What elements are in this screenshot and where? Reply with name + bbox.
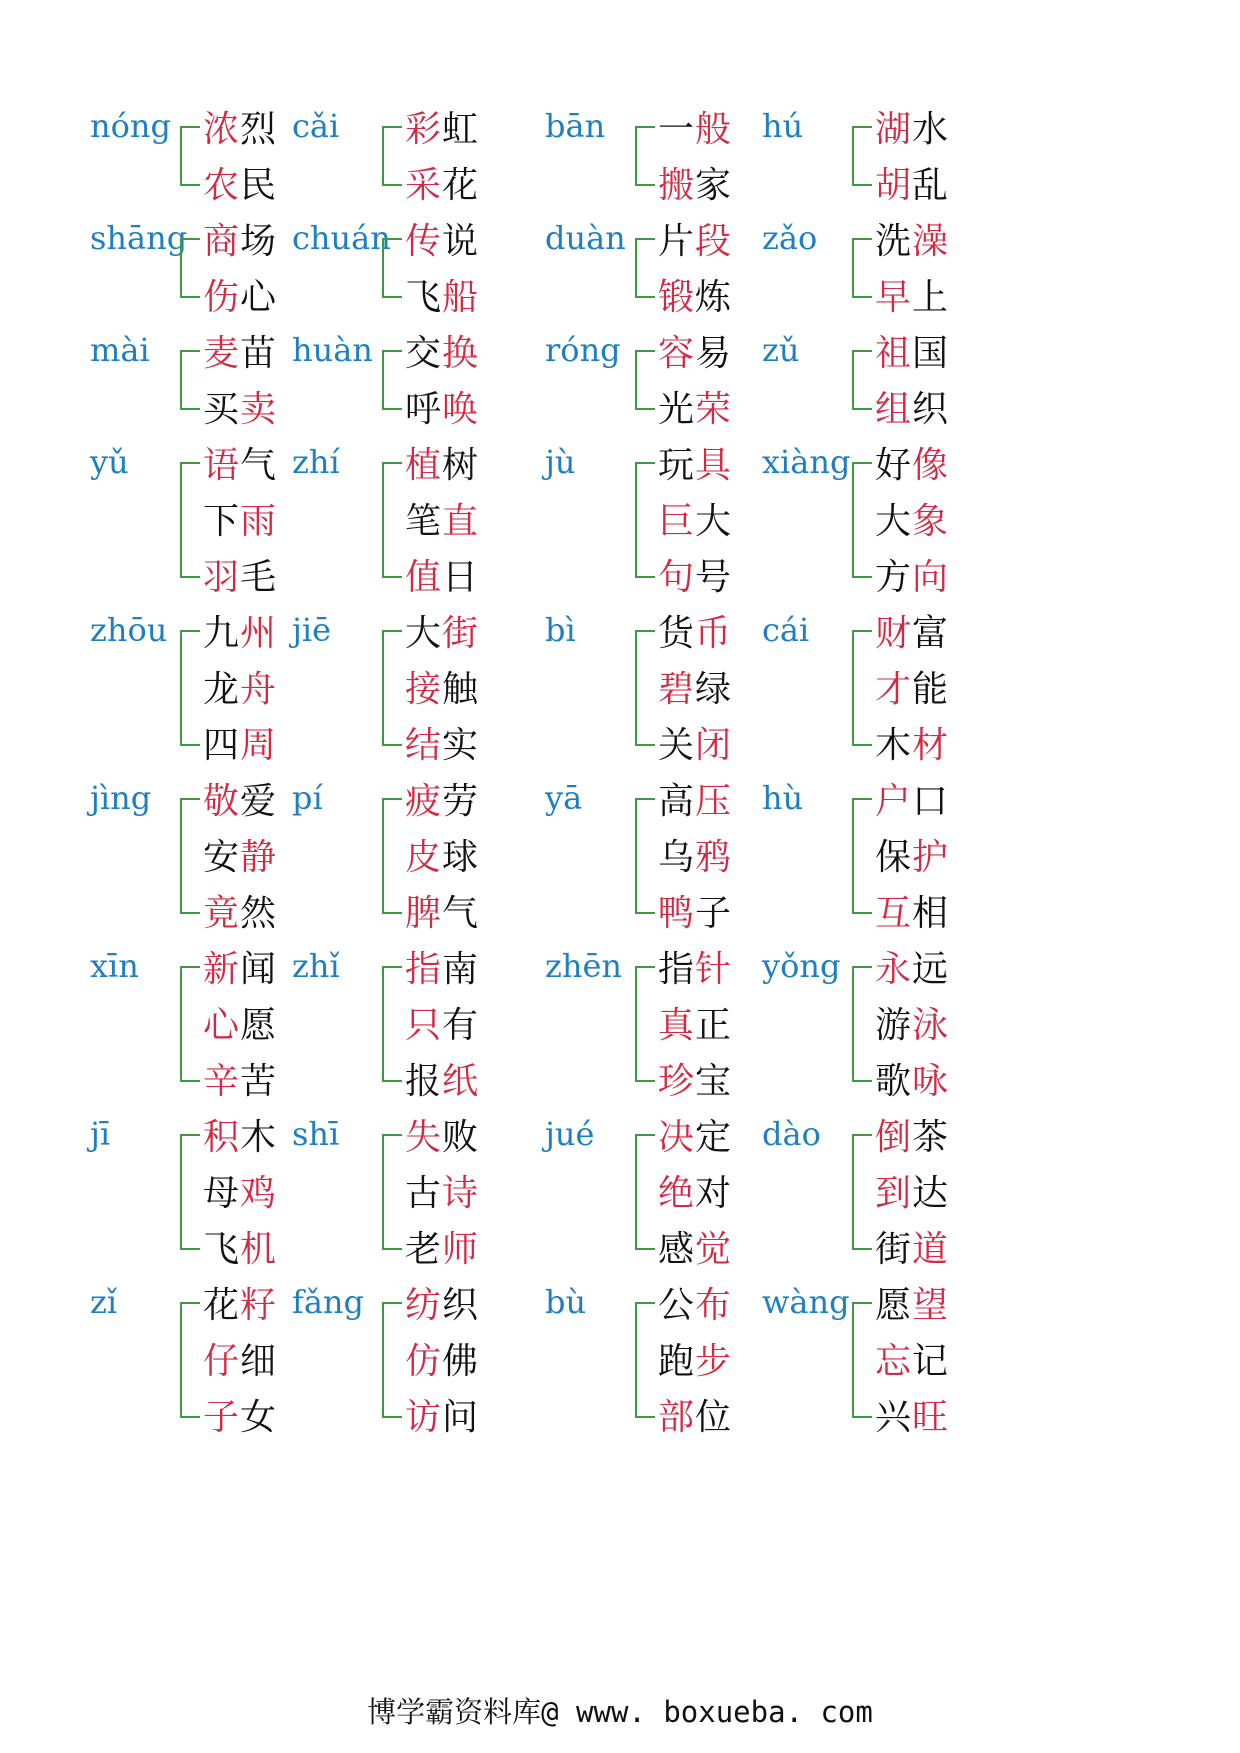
word-entry: 九州 [203,613,278,654]
word-entry: 传说 [405,221,480,262]
word-entry: 值日 [405,557,480,598]
pinyin-label: shāng [90,219,188,257]
word-entry: 下雨 [203,501,278,542]
bracket-line [852,1134,872,1250]
bracket-line [635,126,655,186]
bracket-line [852,350,872,410]
word-entry: 到达 [875,1173,950,1214]
word-list [658,612,732,780]
pinyin-label: duàn [545,219,626,257]
word-list [405,444,479,612]
pinyin-label: zhǐ [292,947,340,985]
word-entry: 一般 [658,109,733,150]
word-entry: 心愿 [203,1005,278,1046]
word-entry: 交换 [405,333,480,374]
bracket-line [382,630,402,746]
bracket-line [180,1302,200,1418]
pinyin-label: hú [762,107,804,145]
word-entry: 句号 [658,557,733,598]
word-entry: 真正 [658,1005,733,1046]
bracket-line [382,1302,402,1418]
word-entry: 商场 [203,221,278,262]
word-list [875,1116,949,1284]
word-list [405,108,479,220]
bracket-line [382,462,402,578]
bracket-line [180,1134,200,1250]
word-entry: 乌鸦 [658,837,733,878]
word-entry: 愿望 [875,1285,950,1326]
word-entry: 大街 [405,613,480,654]
bracket-line [852,630,872,746]
word-entry: 仔细 [203,1341,278,1382]
pinyin-label: dào [762,1115,821,1153]
pinyin-label: chuán [292,219,391,257]
word-entry: 安静 [203,837,278,878]
bracket-line [852,966,872,1082]
word-list [658,444,732,612]
word-entry: 光荣 [658,389,733,430]
word-entry: 木材 [875,725,950,766]
word-entry: 跑步 [658,1341,733,1382]
word-entry: 锻炼 [658,277,733,318]
bracket-line [635,1134,655,1250]
bracket-line [852,238,872,298]
bracket-line [635,1302,655,1418]
word-entry: 户口 [875,781,950,822]
word-entry: 失败 [405,1117,480,1158]
word-list [658,332,732,444]
word-entry: 访问 [405,1397,480,1438]
word-list [875,948,949,1116]
word-entry: 巨大 [658,501,733,542]
word-list [203,780,277,948]
word-list [875,444,949,612]
word-entry: 竟然 [203,893,278,934]
pinyin-label: huàn [292,331,373,369]
word-entry: 仿佛 [405,1341,480,1382]
pinyin-label: bù [545,1283,587,1321]
word-entry: 敬爱 [203,781,278,822]
word-list [405,612,479,780]
word-entry: 保护 [875,837,950,878]
pinyin-label: jī [90,1115,111,1153]
pinyin-label: xīn [90,947,139,985]
word-entry: 母鸡 [203,1173,278,1214]
bracket-line [382,238,402,298]
word-entry: 方向 [875,557,950,598]
word-entry: 子女 [203,1397,278,1438]
word-entry: 花籽 [203,1285,278,1326]
bracket-line [180,630,200,746]
word-entry: 湖水 [875,109,950,150]
word-list [203,332,277,444]
word-entry: 疲劳 [405,781,480,822]
word-list [658,1116,732,1284]
word-list [875,780,949,948]
word-entry: 高压 [658,781,733,822]
word-entry: 只有 [405,1005,480,1046]
word-entry: 语气 [203,445,278,486]
word-entry: 游泳 [875,1005,950,1046]
word-entry: 呼唤 [405,389,480,430]
bracket-line [635,462,655,578]
word-entry: 碧绿 [658,669,733,710]
pinyin-label: yā [545,779,583,817]
word-entry: 关闭 [658,725,733,766]
word-entry: 老师 [405,1229,480,1270]
bracket-line [852,462,872,578]
word-list [203,444,277,612]
word-list [405,948,479,1116]
word-list [875,1284,949,1452]
word-list [203,1284,277,1452]
pinyin-label: yǔ [90,443,129,481]
pinyin-label: jué [545,1115,595,1153]
word-entry: 搬家 [658,165,733,206]
pinyin-label: zhōu [90,611,168,649]
bracket-line [382,1134,402,1250]
word-entry: 积木 [203,1117,278,1158]
word-entry: 笔直 [405,501,480,542]
bracket-line [635,798,655,914]
word-entry: 报纸 [405,1061,480,1102]
word-entry: 决定 [658,1117,733,1158]
pinyin-label: xiàng [762,443,851,481]
pinyin-label: jù [545,443,576,481]
pinyin-label: mài [90,331,150,369]
word-entry: 永远 [875,949,950,990]
word-entry: 忘记 [875,1341,950,1382]
word-entry: 街道 [875,1229,950,1270]
pinyin-label: fǎng [292,1283,365,1321]
word-entry: 农民 [203,165,278,206]
word-entry: 辛苦 [203,1061,278,1102]
word-entry: 新闻 [203,949,278,990]
word-list [203,948,277,1116]
word-entry: 皮球 [405,837,480,878]
word-list [875,220,949,332]
word-entry: 彩虹 [405,109,480,150]
word-list [875,108,949,220]
word-list [203,612,277,780]
bracket-line [635,966,655,1082]
word-list [405,332,479,444]
word-entry: 公布 [658,1285,733,1326]
word-list [658,780,732,948]
word-entry: 浓烈 [203,109,278,150]
bracket-line [382,126,402,186]
word-entry: 飞船 [405,277,480,318]
word-entry: 互相 [875,893,950,934]
word-list [405,1116,479,1284]
pinyin-label: pí [292,779,323,817]
pinyin-label: zhí [292,443,340,481]
word-list [203,1116,277,1284]
word-list [405,780,479,948]
pinyin-label: yǒng [762,947,841,985]
word-entry: 片段 [658,221,733,262]
bracket-line [635,630,655,746]
word-list [875,612,949,780]
word-entry: 部位 [658,1397,733,1438]
pinyin-label: zǐ [90,1283,118,1321]
bracket-line [852,126,872,186]
bracket-line [382,798,402,914]
word-entry: 兴旺 [875,1397,950,1438]
word-entry: 结实 [405,725,480,766]
word-entry: 玩具 [658,445,733,486]
bracket-line [635,238,655,298]
bracket-line [382,350,402,410]
word-list [658,108,732,220]
word-entry: 胡乱 [875,165,950,206]
bracket-line [180,238,200,298]
word-entry: 纺织 [405,1285,480,1326]
word-entry: 指南 [405,949,480,990]
word-entry: 容易 [658,333,733,374]
word-list [405,220,479,332]
bracket-line [382,966,402,1082]
pinyin-label: cái [762,611,810,649]
word-entry: 大象 [875,501,950,542]
bracket-line [180,966,200,1082]
pinyin-label: shī [292,1115,340,1153]
word-entry: 货币 [658,613,733,654]
bracket-line [180,798,200,914]
footer-watermark: 博学霸资料库@ www. boxueba. com [367,1695,873,1729]
word-entry: 鸭子 [658,893,733,934]
pinyin-label: nóng [90,107,171,145]
pinyin-label: bì [545,611,576,649]
pinyin-label: róng [545,331,621,369]
word-entry: 才能 [875,669,950,710]
word-list [203,108,277,220]
word-entry: 采花 [405,165,480,206]
bracket-line [852,798,872,914]
word-entry: 麦苗 [203,333,278,374]
word-entry: 洗澡 [875,221,950,262]
pinyin-label: bān [545,107,606,145]
bracket-line [180,126,200,186]
word-entry: 指针 [658,949,733,990]
pinyin-label: jiē [292,611,332,649]
pinyin-label: hù [762,779,804,817]
word-entry: 伤心 [203,277,278,318]
bracket-line [180,462,200,578]
bracket-line [852,1302,872,1418]
pinyin-label: zhēn [545,947,623,985]
word-entry: 脾气 [405,893,480,934]
word-entry: 珍宝 [658,1061,733,1102]
word-entry: 接触 [405,669,480,710]
word-entry: 四周 [203,725,278,766]
word-entry: 绝对 [658,1173,733,1214]
pinyin-label: wàng [762,1283,850,1321]
word-entry: 古诗 [405,1173,480,1214]
word-entry: 祖国 [875,333,950,374]
word-entry: 歌咏 [875,1061,950,1102]
pinyin-label: zǎo [762,219,818,257]
word-entry: 早上 [875,277,950,318]
bracket-line [180,350,200,410]
word-entry: 飞机 [203,1229,278,1270]
word-entry: 感觉 [658,1229,733,1270]
word-entry: 羽毛 [203,557,278,598]
word-entry: 买卖 [203,389,278,430]
pinyin-label: zǔ [762,331,800,369]
pinyin-label: jìng [90,779,152,817]
word-entry: 好像 [875,445,950,486]
word-entry: 倒茶 [875,1117,950,1158]
word-list [875,332,949,444]
word-list [658,220,732,332]
word-list [658,1284,732,1452]
word-entry: 组织 [875,389,950,430]
word-list [658,948,732,1116]
word-list [405,1284,479,1452]
word-entry: 植树 [405,445,480,486]
word-entry: 龙舟 [203,669,278,710]
word-list [203,220,277,332]
word-entry: 财富 [875,613,950,654]
bracket-line [635,350,655,410]
pinyin-label: cǎi [292,107,340,145]
